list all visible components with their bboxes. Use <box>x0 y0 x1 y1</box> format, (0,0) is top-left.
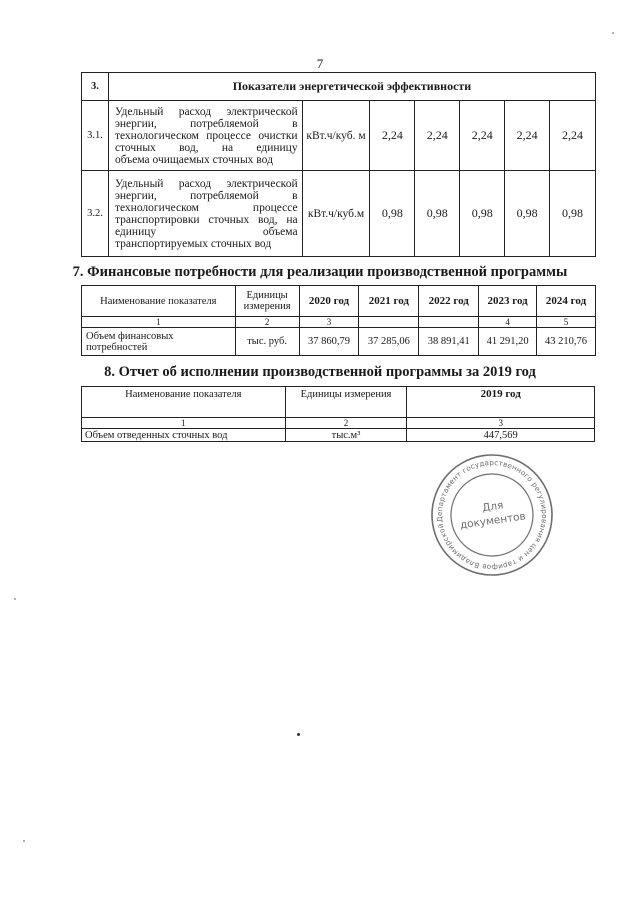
column-index-row <box>82 317 596 328</box>
column-header: Наименование показателя <box>82 286 236 317</box>
table-header-row <box>82 387 595 418</box>
row-number: 3.2. <box>82 171 109 257</box>
row-label: Объем финансовых потребностей <box>82 328 236 356</box>
row-description: Удельный расход электрической энергии, потребляемой в технологическом процессе транспортировки сточных вод, на единицу объема транспортируемых сточных вод <box>108 171 302 257</box>
column-index: 1 <box>82 418 286 429</box>
table-row <box>82 328 596 356</box>
column-header: 2020 год <box>299 286 359 317</box>
section-title: Показатели энергетической эффективности <box>108 73 595 101</box>
row-unit: тыс. руб. <box>235 328 299 356</box>
scan-speck <box>297 733 300 736</box>
column-header: 2021 год <box>359 286 419 317</box>
row-value: 0,98 <box>370 171 415 257</box>
column-header: 2022 год <box>419 286 479 317</box>
column-header: Единицы измерения <box>285 387 407 418</box>
row-label: Объем отведенных сточных вод <box>82 429 286 442</box>
column-index <box>419 317 479 328</box>
table-row <box>82 429 595 442</box>
finance-table <box>81 285 596 356</box>
stamp-center-line-2: документов <box>459 510 527 532</box>
row-value: 2,24 <box>460 101 505 171</box>
column-index: 1 <box>82 317 236 328</box>
column-index: 3 <box>407 418 595 429</box>
table-header-row <box>82 286 596 317</box>
finance-section-heading: 7. Финансовые потребности для реализации производственной программы <box>72 264 568 280</box>
column-index: 5 <box>537 317 596 328</box>
report-table <box>81 386 595 442</box>
row-value: 2,24 <box>550 101 596 171</box>
row-value: 447,569 <box>407 429 595 442</box>
row-value: 38 891,41 <box>419 328 479 356</box>
column-index: 3 <box>299 317 359 328</box>
table-row <box>82 101 596 171</box>
column-index <box>359 317 419 328</box>
row-unit: кВт.ч/куб. м <box>302 101 370 171</box>
column-index: 2 <box>285 418 407 429</box>
section-number: 3. <box>82 73 109 101</box>
stamp-ring-text: Департамент государственного регулирования цен и тарифов Владимирской <box>434 457 550 573</box>
official-stamp <box>427 450 557 580</box>
column-header: 2019 год <box>407 387 595 418</box>
row-unit: тыс.м³ <box>285 429 407 442</box>
row-description: Удельный расход электрической энергии, потребляемой в технологическом процессе очистки сточных вод, на единицу объема очищаемых сточных вод <box>108 101 302 171</box>
scan-speck <box>23 840 25 842</box>
row-unit: кВт.ч/куб.м <box>302 171 370 257</box>
scan-speck <box>14 598 16 600</box>
column-header: Единицы измерения <box>235 286 299 317</box>
row-value: 2,24 <box>505 101 550 171</box>
row-value: 41 291,20 <box>479 328 537 356</box>
scan-speck <box>612 32 614 34</box>
row-value: 2,24 <box>415 101 460 171</box>
row-number: 3.1. <box>82 101 109 171</box>
table-row <box>82 171 596 257</box>
column-header: 2024 год <box>537 286 596 317</box>
row-value: 2,24 <box>370 101 415 171</box>
column-header: 2023 год <box>479 286 537 317</box>
report-section-heading: 8. Отчет об исполнении производственной программы за 2019 год <box>104 364 536 380</box>
row-value: 0,98 <box>415 171 460 257</box>
page-number: 7 <box>316 56 324 71</box>
column-index-row <box>82 418 595 429</box>
column-index: 2 <box>235 317 299 328</box>
row-value: 0,98 <box>505 171 550 257</box>
row-value: 37 285,06 <box>359 328 419 356</box>
stamp-center-line-1: Для <box>481 499 505 515</box>
row-value: 37 860,79 <box>299 328 359 356</box>
column-index: 4 <box>479 317 537 328</box>
energy-efficiency-table <box>81 72 596 257</box>
row-value: 0,98 <box>550 171 596 257</box>
row-value: 43 210,76 <box>537 328 596 356</box>
column-header: Наименование показателя <box>82 387 286 418</box>
row-value: 0,98 <box>460 171 505 257</box>
